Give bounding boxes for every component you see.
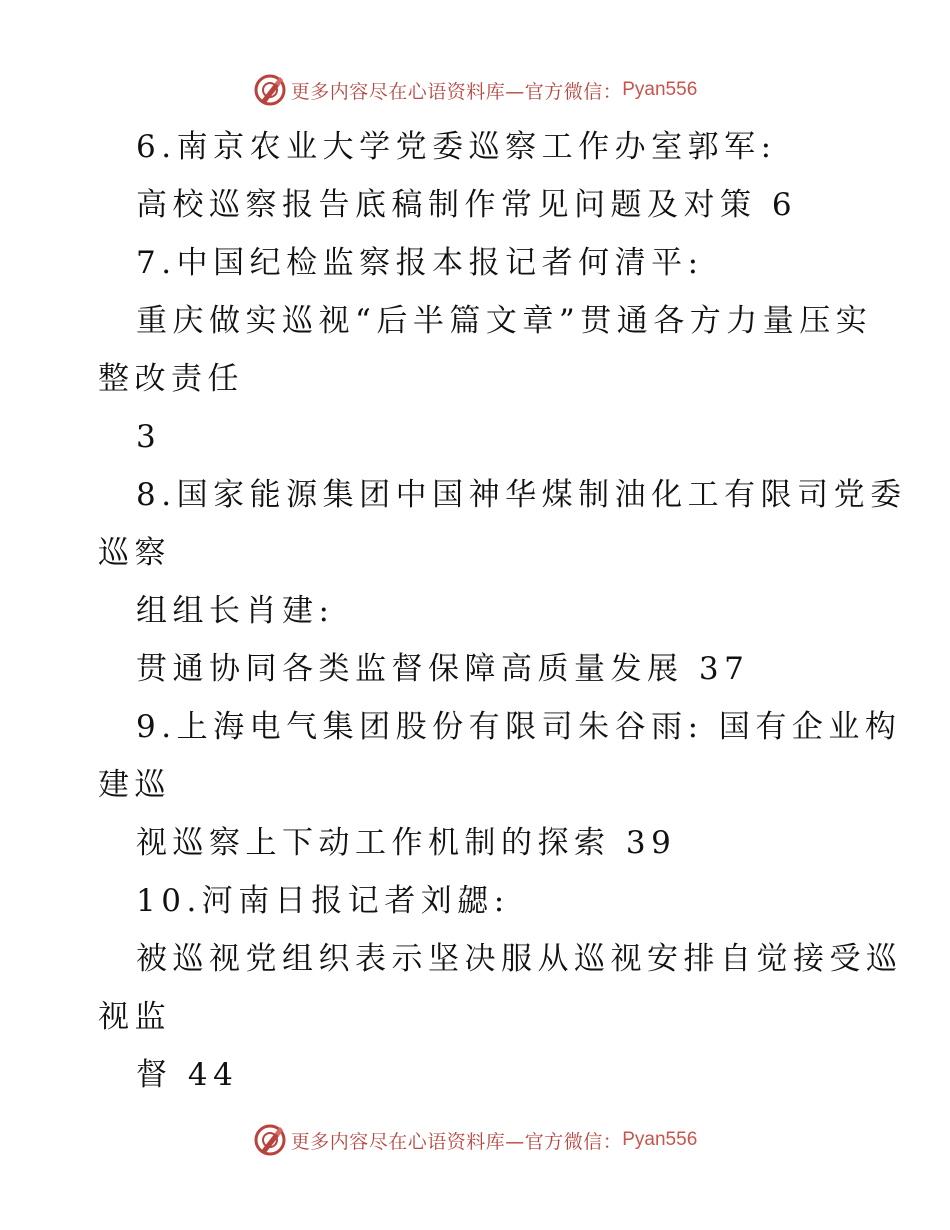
text-line: 8.国家能源集团中国神华煤制油化工有限司党委 <box>136 477 907 513</box>
text-line: 组组长肖建: <box>136 593 335 629</box>
text-line: 10.河南日报记者刘勰: <box>136 883 510 919</box>
text-line: 贯通协同各类监督保障高质量发展 37 <box>136 651 750 687</box>
text-line: 视巡察上下动工作机制的探索 39 <box>136 825 677 861</box>
text-line: 高校巡察报告底稿制作常见问题及对策 6 <box>136 187 798 223</box>
text-line: 重庆做实巡视“后半篇文章”贯通各方力量压实 <box>136 303 873 339</box>
pen-logo-icon <box>253 1123 287 1157</box>
watermark-handle: Pyan556 <box>622 79 698 100</box>
watermark-handle: Pyan556 <box>622 1129 698 1150</box>
text-line: 7.中国纪检监察报本报记者何清平: <box>136 245 704 281</box>
text-line: 6.南京农业大学党委巡察工作办室郭军: <box>136 129 777 165</box>
text-line: 巡察 <box>98 535 171 571</box>
watermark-text: 更多内容尽在心语资料库—官方微信： <box>290 80 623 103</box>
watermark-text: 更多内容尽在心语资料库—官方微信： <box>290 1130 623 1153</box>
footer-watermark <box>0 1120 950 1160</box>
document-body <box>98 118 907 1104</box>
text-line: 建巡 <box>98 767 171 803</box>
header-watermark <box>0 70 950 110</box>
text-line: 督 44 <box>136 1057 239 1093</box>
text-line: 整改责任 <box>98 361 244 397</box>
pen-logo-icon <box>253 73 287 107</box>
text-line: 9.上海电气集团股份有限司朱谷雨: 国有企业构 <box>136 709 902 745</box>
text-line: 3 <box>136 419 162 455</box>
text-line: 视监 <box>98 999 171 1035</box>
text-line: 被巡视党组织表示坚决服从巡视安排自觉接受巡 <box>136 941 903 977</box>
